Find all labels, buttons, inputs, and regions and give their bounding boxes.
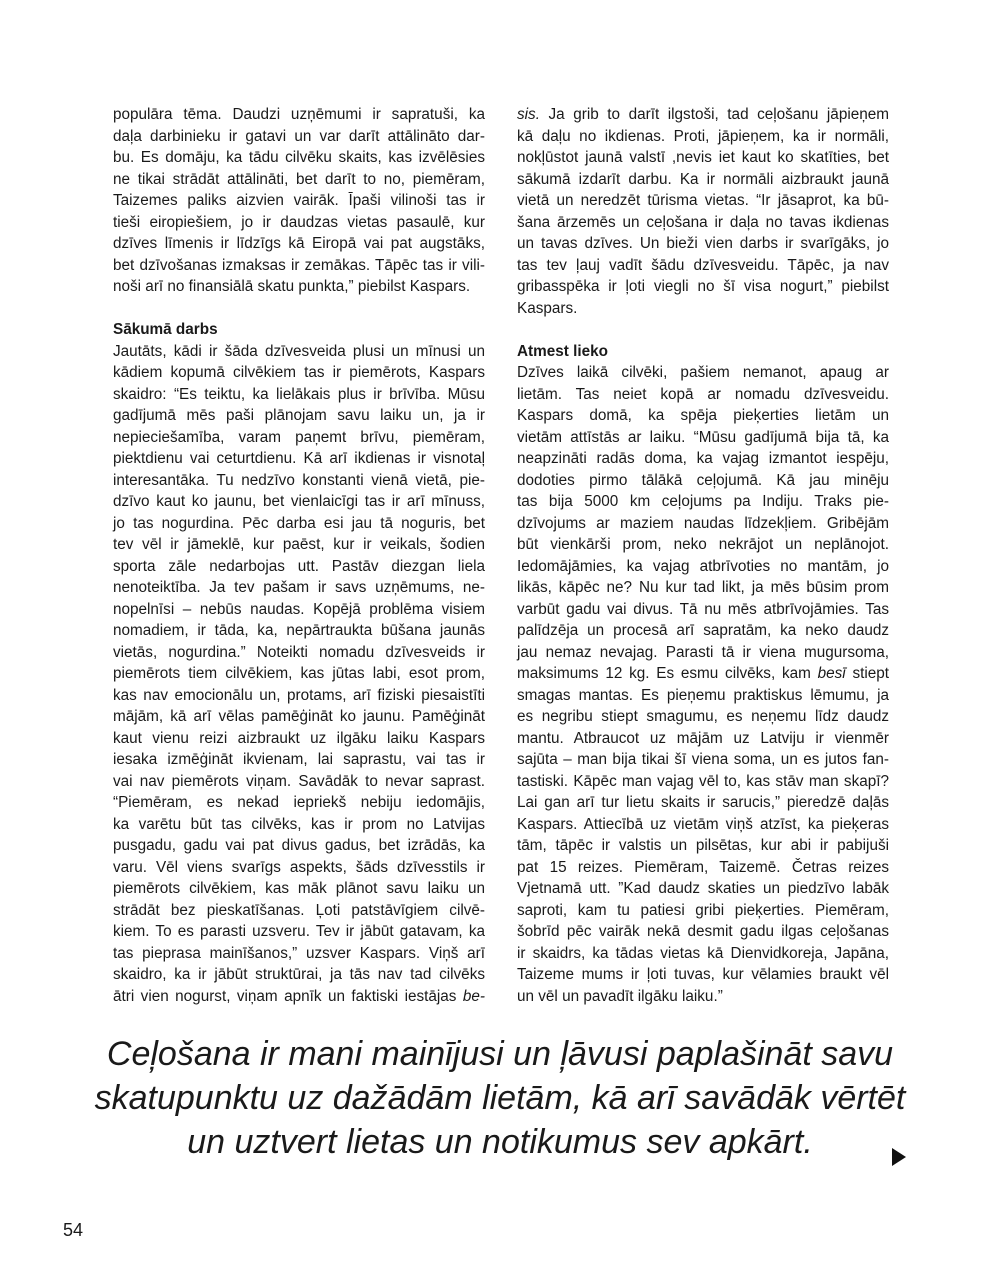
text-line: būt vienkārši prom, neko nekrājot un neplānojot. (517, 536, 889, 553)
text-line: tastiski. Kāpēc man vajag vēl to, kas stāv man skapī? (517, 772, 889, 790)
right-column (517, 104, 889, 1007)
text-line: “Piemēram, es nekad iepriekš nebiju iedomājis, (113, 794, 485, 811)
text-line: palīdzēja un procesā arī sapratām, ka neko daudz (517, 622, 889, 639)
text-line: kā daļu no ikdienas. Proti, jāpieņem, ka ir normāli, (517, 127, 889, 145)
right-first-line-italic: sis. (517, 106, 540, 123)
text-line: nopelnīsi – nebūs naudas. Kopējā problēma visiem (113, 600, 485, 618)
text-line: un tavas dzīves. Un bieži vien darbs ir svarīgāks, jo (517, 235, 889, 252)
text-line: dodoties pirmo tālākā ceļojumā. Kā jau minēju (517, 471, 889, 489)
text-line: nepieciešamība, varam paņemt brīvu, piemēram, (113, 428, 485, 446)
text-line: Taizeme mums ir ļoti tuvas, kur vēlamies braukt vēl (517, 966, 889, 983)
text-line: interesantāka. Tu nedzīvo konstanti vienā vietā, pie- (113, 471, 485, 489)
text-line: gribasspēka ir ļoti viegli no šī visa nogurt,” piebilst (517, 278, 889, 295)
text-line: iesaka izmēģināt ikvienam, lai saprastu, vai tas ir (113, 751, 485, 768)
text-line: Lai gan arī tur lietu skaits ir sarucis,” pieredzē daļās (517, 794, 889, 811)
left-column (113, 104, 485, 1007)
text-line: Kaspars. (517, 299, 578, 317)
right-besi-line-after: stiept (845, 665, 890, 682)
text-line: jau nemaz nevajag. Parasti tā ir viena mugursoma, (517, 643, 889, 661)
text-line: sajūta – man bija tikai šī viena soma, un es jutos fan- (517, 751, 889, 768)
right-besi-line (517, 663, 889, 685)
text-line: noši arī no finansiālā skatu punkta,” piebilst Kaspars. (113, 278, 471, 295)
text-line: Kaspars domā, ka spēja pieķerties lietām un (517, 407, 889, 424)
text-line: vietām attīstās ar laiku. “Mūsu gadījumā bija tā, ka (517, 428, 889, 446)
text-line: vietās, nogurdina.” Noteikti nomadu dzīvesveids ir (113, 643, 485, 661)
text-line: bu. Es domāju, ka tādu cilvēku skaits, kas izvēlēsies (113, 149, 485, 166)
text-line: šobrīd pēc vairāk nekā desmit gadu ilgas ceļošanas (517, 923, 889, 940)
text-line: Dzīves laikā cilvēki, pašiem nemanot, apaug ar (517, 364, 889, 381)
pull-quote-line: Ceļošana ir mani mainījusi un ļāvusi paplašināt savu (106, 1035, 894, 1073)
pull-quote (80, 1032, 920, 1164)
text-line: tev vēl ir jāmeklē, kur paēst, kur ir veikals, šodien (113, 536, 485, 553)
text-line: pat 15 reizes. Piemēram, Taizemē. Četras reizes (517, 858, 889, 876)
left-last-line-italic: be- (462, 987, 485, 1005)
text-line: saproti, kam tu patiesi gribi pieķerties. Piemēram, (517, 901, 889, 919)
text-line: populāra tēma. Daudzi uzņēmumi ir sapratuši, ka (113, 106, 485, 123)
left-paragraph-1 (113, 104, 485, 298)
right-besi-line-italic: besī (817, 665, 846, 682)
left-last-line-text: ātri vien nogurst, viņam apnīk un faktiski iestājas (113, 987, 463, 1005)
text-line: daļa darbinieku ir gatavi un var darīt attālināto dar- (113, 127, 485, 145)
text-line: neapzināti radās doma, ka vajag izmantot iespēju, (517, 450, 889, 467)
text-line: bet dzīvošanas izmaksas ir zemākas. Tāpēc tas ir vili- (113, 256, 485, 274)
text-line: Taizemes paliks aizvien vairāk. Īpaši vilinoši tas ir (113, 192, 485, 209)
text-line: nenoteiktība. Ja tev pašam ir savs uzņēmums, ne- (113, 579, 485, 596)
text-line: mājām, kā arī vēlas pamēģināt ko jaunu. Pamēģināt (113, 708, 485, 725)
text-line: nomadiem, ir tāda, ka, nepārtraukta būšana jaunās (113, 622, 485, 639)
left-last-line (113, 986, 485, 1008)
text-line: dzīvojums ar maziem naudas līdzekļiem. Gribējām (517, 514, 889, 532)
text-line: kas nav emocionālu un, protams, arī fiziski piesaistīti (113, 686, 485, 704)
text-line: kādiem kopumā cilvēkiem tas ir piemērots, Kaspars (113, 364, 485, 381)
text-line: dzīvo kaut ko jaunu, bet vienlaicīgi tas ir arī mīnuss, (113, 493, 485, 510)
text-line: Kaspars. Attiecībā uz vietām viņš atzīst, ka pieķeras (517, 815, 889, 833)
pull-quote-line: un uztvert lietas un notikumus sev apkārt. (187, 1123, 813, 1161)
text-line: tieši eiropiešiem, jo ir daudzas vietas pasaulē, kur (113, 213, 485, 231)
text-line: vai nav piemērots viņam. Savādāk to nevar saprast. (113, 772, 485, 790)
text-line: pusgadu, gadu vai pat divus gadus, bet izrādās, ka (113, 837, 485, 854)
text-line: ka varētu būt tas cilvēks, kas ir prom no Latvijas (113, 815, 485, 833)
text-line: sporta zāle nedarbojas utt. Pastāv diezgan liela (113, 557, 485, 575)
text-line: tām, tāpēc ir valstis un pilsētas, kur abi ir pabijuši (517, 837, 889, 854)
text-line: varbūt gadu vai divus. Tā nu mēs atbrīvojāmies. Tas (517, 600, 889, 618)
text-line: lietām. Tas neiet kopā ar nomadu dzīvesveidu. (517, 385, 889, 403)
pull-quote-line: skatupunktu uz dažādām lietām, kā arī savādāk vērtēt (94, 1079, 906, 1117)
text-line: tas bija 5000 km ceļojums pa Indiju. Traks pie- (517, 493, 889, 510)
right-paragraph-2a (517, 362, 889, 663)
text-line: ir skaidrs, ka tādas vietas kā Dienvidkoreja, Japāna, (517, 944, 889, 962)
text-line: Vjetnamā utt. ”Kad daudz skaties un piedzīvo labāk (517, 880, 889, 897)
text-line: varu. Vēl viens svarīgs aspekts, šāds dzīvesstils ir (113, 858, 485, 876)
text-line: likās, kāpēc ne? Nu kur tad likt, ja mēs būsim prom (517, 579, 889, 596)
text-line: un vēl un pavadīt ilgāku laiku.” (517, 987, 723, 1005)
text-line: skaidro: “Es teiktu, ka lielākais plus ir brīvība. Mūsu (113, 385, 485, 403)
text-line: smagas mantas. Es pieņemu praktiskus lēmumu, ja (517, 686, 889, 704)
text-line: ne tikai strādāt attālināti, bet darīt to no, piemēram, (113, 170, 485, 188)
text-line: piektdienu vai ceturtdienu. Kā arī ikdienas ir visnotaļ (113, 450, 485, 467)
triangle-right-icon (892, 1148, 906, 1166)
right-paragraph-1 (517, 126, 889, 320)
text-line: piemērots cilvēkiem, kas māk plānot savu laiku un (113, 880, 485, 897)
section-heading-sakuma-darbs: Sākumā darbs (113, 321, 218, 338)
text-line: gadījumā mēs paši plānojam savu laiku un, ja ir (113, 407, 485, 424)
text-line: Iedomājāmies, ka vajag atbrīvoties no mantām, jo (517, 557, 889, 575)
right-first-line-text: Ja grib to darīt ilgstoši, tad ceļošanu jāpieņem (539, 106, 889, 123)
text-line: vietā un neredzēt tūrisma vietas. “Ir jāsaprot, ka bū- (517, 192, 889, 209)
text-line: es negribu stiept smagumu, es neņemu līdz daudz (517, 708, 889, 725)
text-line: Jautāts, kādi ir šāda dzīvesveida plusi un mīnusi un (113, 342, 485, 360)
text-line: sākumā izdarīt darbu. Ka ir normāli aizbraukt jaunā (517, 170, 889, 188)
right-besi-line-before: maksimums 12 kg. Es esmu cilvēks, kam (517, 665, 818, 682)
text-line: dzīves līmenis ir līdzīgs kā Eiropā vai pat augstāks, (113, 235, 485, 252)
text-line: mantu. Atbraucot uz mājām uz Latviju ir vienmēr (517, 729, 889, 747)
text-line: tas tev ļauj vadīt šādu dzīvesveidu. Tāpēc, ja nav (517, 256, 889, 274)
text-line: skaidro, ka ir jābūt struktūrai, ja tās nav tad cilvēks (113, 966, 485, 983)
text-line: tas pieprasa mainīšanos,” uzsver Kaspars. Viņš arī (113, 944, 485, 962)
text-line: nokļūstot jaunā valstī ,nevis iet kaut ko skatīties, bet (517, 149, 889, 166)
section-heading-atmest-lieko: Atmest lieko (517, 342, 608, 360)
text-line: jo tas nogurdina. Pēc darba esi jau tā noguris, bet (113, 514, 485, 532)
page-number: 54 (63, 1220, 84, 1240)
text-line: kiem. To es parasti uzsveru. Tev ir jābūt gatavam, ka (113, 923, 485, 940)
text-line: piemērots tiem cilvēkiem, kas jūtas labi, esot prom, (113, 665, 485, 682)
text-line: kaut vienu reizi aizbraukt uz ilgāku laiku Kaspars (113, 729, 485, 747)
text-line: strādāt bez pieskatīšanas. Ļoti patstāvīgiem cilvē- (113, 901, 485, 919)
right-first-line (517, 104, 889, 126)
right-paragraph-2b (517, 685, 889, 1008)
left-paragraph-2 (113, 341, 485, 986)
text-line: šana ārzemēs un ceļošana ir daļa no tavas ikdienas (517, 213, 889, 231)
